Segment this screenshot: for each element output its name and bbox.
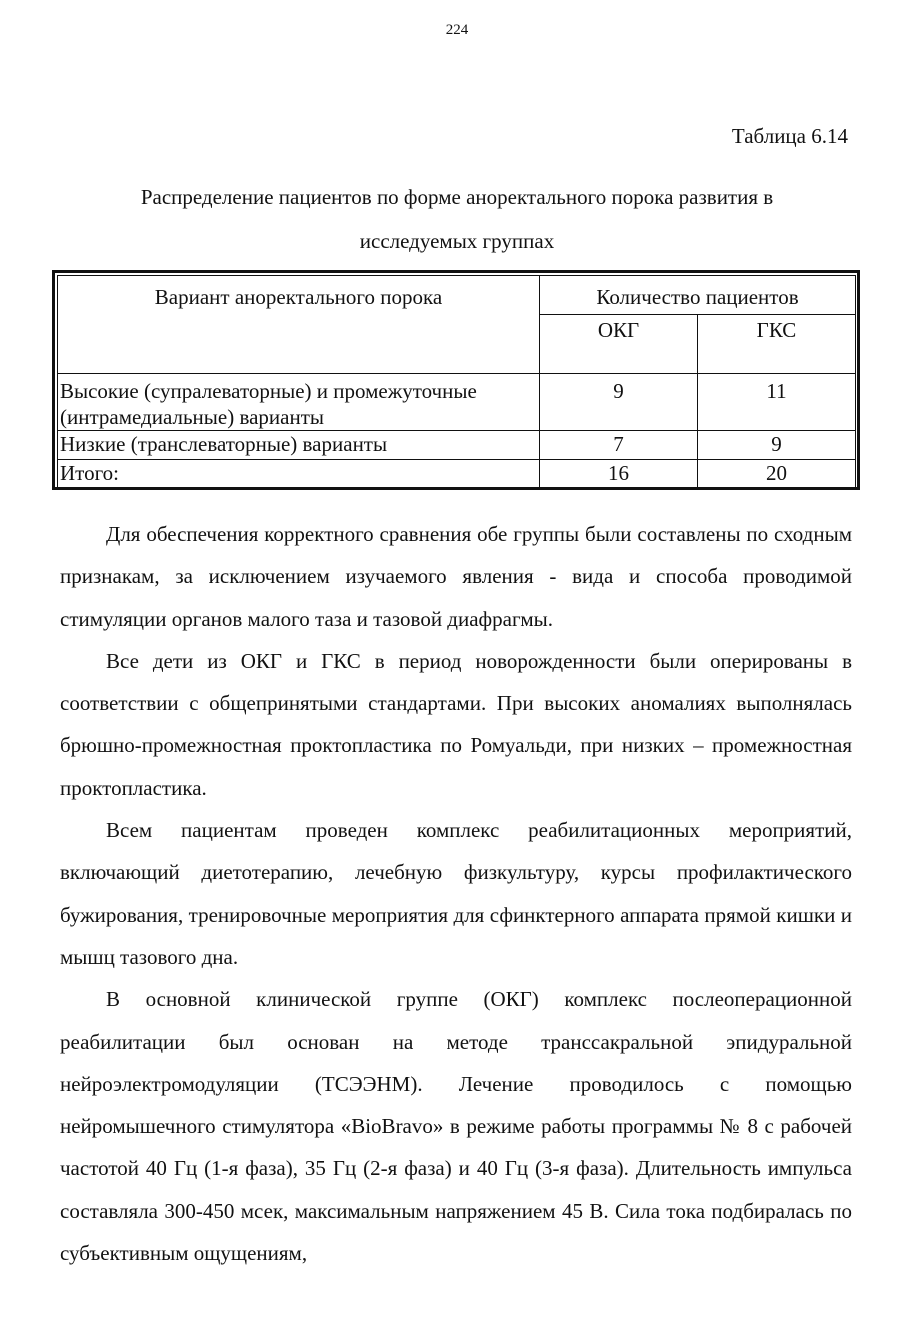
cell-variant: Низкие (транслеваторные) варианты	[58, 431, 540, 460]
table-row	[58, 374, 856, 431]
patient-distribution-table	[57, 275, 856, 489]
body-text	[60, 513, 852, 1274]
paragraph: Для обеспечения корректного сравнения обе группы были составлены по сходным признакам, за исключением изучаемого явления - вида и способа проводимой стимуляции органов малого таза и тазовой диафрагмы.	[60, 522, 852, 631]
table-row	[58, 431, 856, 460]
cell-gks: 9	[698, 431, 856, 460]
table-caption-line-1: Распределение пациентов по форме аноректального порока развития в	[140, 185, 774, 209]
paragraph: Все дети из ОКГ и ГКС в период новорожденности были оперированы в соответствии с общепринятыми стандартами. При высоких аномалиях выполнялась брюшно-промежностная проктопластика по Ромуальди, при низких – промежностная проктопластика.	[60, 648, 852, 800]
table-caption-line-2: исследуемых группах	[359, 229, 555, 253]
page-number: 224	[445, 22, 469, 38]
cell-variant: Высокие (супралеваторные) и промежуточные (интрамедиальные) варианты	[58, 374, 540, 431]
cell-okg: 7	[540, 431, 698, 460]
table-label: Таблица 6.14	[731, 124, 848, 148]
table-row-total	[58, 460, 856, 489]
header-count: Количество пациентов	[540, 276, 856, 315]
paragraph: Всем пациентам проведен комплекс реабилитационных мероприятий, включающий диетотерапию, лечебную физкультуру, курсы профилактического бужирования, тренировочные мероприятия для сфинктерного аппарата прямой кишки и мышц тазового дна.	[60, 818, 852, 969]
cell-okg: 16	[540, 460, 698, 489]
paragraph: В основной клинической группе (ОКГ) комплекс послеоперационной реабилитации был основан на методе транссакральной эпидуральной нейроэлектромодуляции (ТСЭЭНМ). Лечение проводилось с помощью нейромышечного стимулятора «BioBravo» в режиме работы программы № 8 с рабочей частотой 40 Гц (1-я фаза), 35 Гц (2-я фаза) и 40 Гц (3-я фаза). Длительность импульса составляла 300-450 мсек, максимальным напряжением 45 В. Сила тока подбиралась по субъективным ощущениям,	[60, 987, 852, 1266]
header-okg: ОКГ	[540, 315, 698, 374]
table-frame	[52, 270, 860, 490]
header-gks: ГКС	[698, 315, 856, 374]
cell-gks: 20	[698, 460, 856, 489]
cell-okg: 9	[540, 374, 698, 431]
cell-variant: Итого:	[58, 460, 540, 489]
table-header-row	[58, 276, 856, 315]
cell-gks: 11	[698, 374, 856, 431]
header-variant: Вариант аноректального порока	[58, 276, 540, 374]
